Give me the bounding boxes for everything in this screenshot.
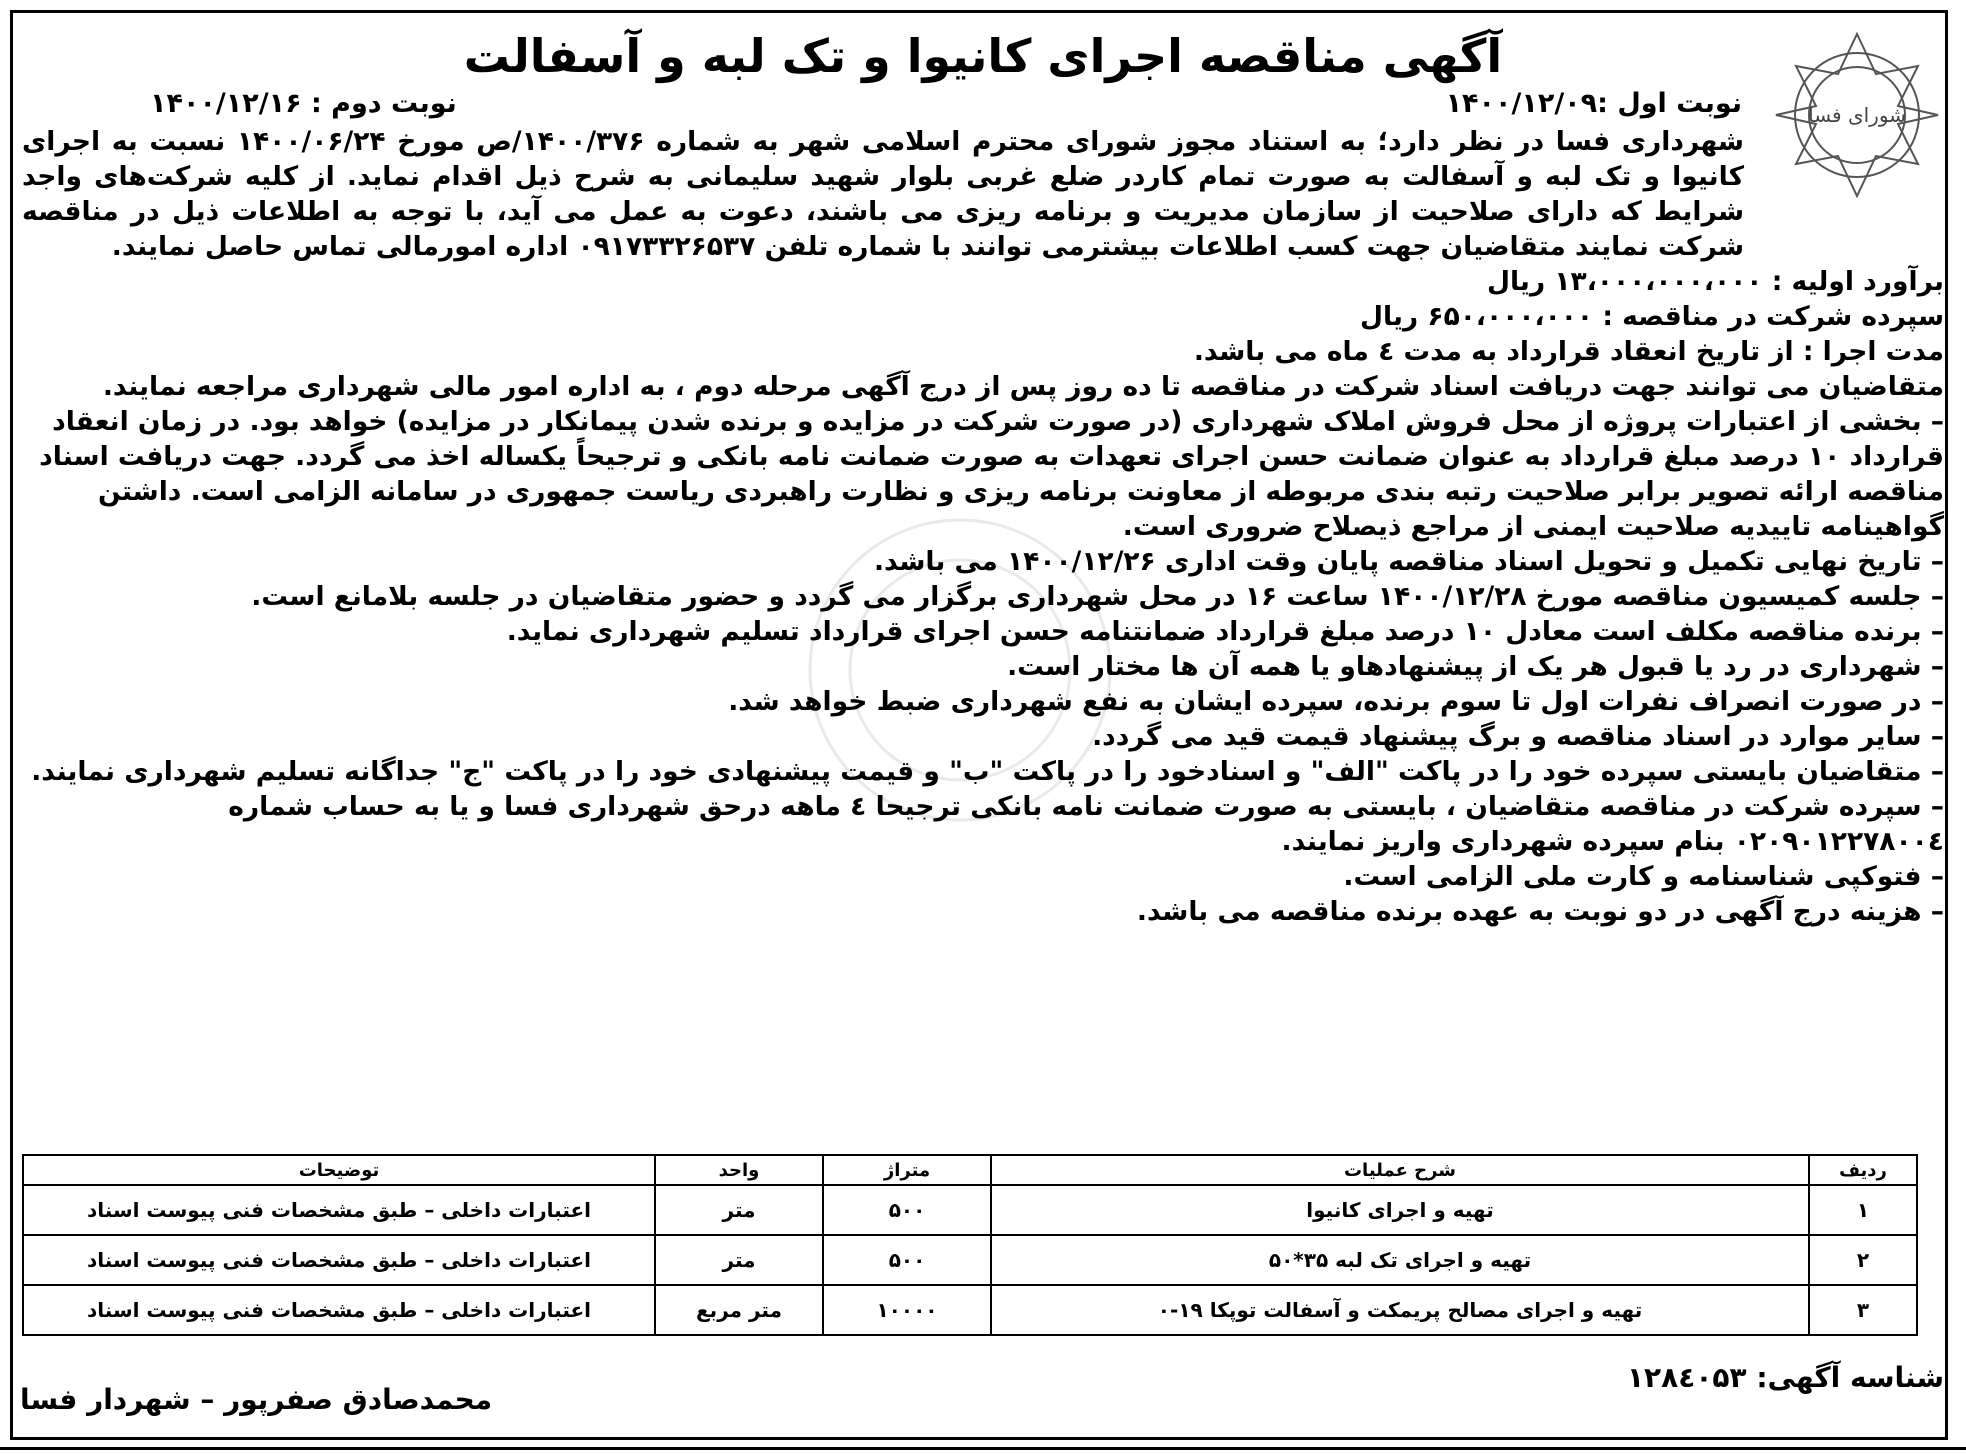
cell-unit: متر مربع bbox=[655, 1285, 823, 1335]
column-header-area: متراژ bbox=[823, 1155, 991, 1185]
cell-unit: متر bbox=[655, 1185, 823, 1235]
cell-notes: اعتبارات داخلی – طبق مشخصات فنی پیوست اسناد bbox=[23, 1235, 655, 1285]
mayor-signature: محمدصادق صفرپور – شهردار فسا bbox=[20, 1383, 493, 1416]
condition-item: – جلسه کمیسیون مناقصه مورخ ۱۴۰۰/۱۲/۲۸ ساعت ۱۶ در محل شهرداری برگزار می گردد و حضور متقاضیان در جلسه بلامانع است. bbox=[251, 581, 1944, 612]
condition-item: – سپرده شرکت در مناقصه متقاضیان ، بایستی به صورت ضمانت نامه بانکی ترجیحا ٤ ماهه درحق شهرداری فسا و یا به حساب شماره ۰۲۰۹۰۱۲۲۷۸۰۰٤ بنام سپرده شهرداری واریز نمایند. bbox=[228, 791, 1944, 857]
intro-paragraph: شهرداری فسا در نظر دارد؛ به استناد مجوز شورای محترم اسلامی شهر به شماره ۱۴۰۰/۳۷۶/ص مورخ ۱۴۰۰/۰۶/۲۴ نسبت به اجرای کانیوا و تک لبه و آسفالت به صورت تمام کاردر ضلع غربی بلوار شهید سلیمانی به شرح ذیل اقدام نماید. از کلیه شرکت‌های واجد شرایط که دارای صلاحیت از سازمان مدیریت و برنامه ریزی می باشند، دعوت به عمل می آید، با توجه به اطلاعات ذیل در مناقصه شرکت نمایند متقاضیان جهت کسب اطلاعات بیشترمی توانند با شماره تلفن ۰۹۱۷۳۳۲۶۵۳۷ اداره امورمالی تماس حاصل نمایند. bbox=[22, 126, 1744, 262]
page-bottom-rule bbox=[0, 1447, 1966, 1450]
second-turn-date: نوبت دوم : ۱۴۰۰/۱۲/۱۶ bbox=[150, 88, 457, 119]
cell-area: ۵۰۰ bbox=[823, 1185, 991, 1235]
documents-instruction: متقاضیان می توانند جهت دریافت اسناد شرکت در مناقصه تا ده روز پس از درج آگهی مرحله دوم ، به اداره امور مالی شهرداری مراجعه نمایند. bbox=[102, 371, 1944, 402]
condition-item: – هزینه درج آگهی در دو نوبت به عهده برنده مناقصه می باشد. bbox=[1136, 896, 1944, 927]
condition-item: – متقاضیان بایستی سپرده خود را در پاکت "الف" و اسنادخود را در پاکت "ب" و قیمت پیشنهادی خود را در پاکت "ج" جداگانه تسلیم شهرداری نمایند. bbox=[31, 756, 1944, 787]
condition-item: – بخشی از اعتبارات پروژه از محل فروش املاک شهرداری (در صورت شرکت در مزایده و برنده شدن پیمانکار در مزایده) خواهد بود. در زمان انعقاد قرارداد ۱۰ درصد مبلغ قرارداد به عنوان ضمانت حسن اجرای تعهدات به صورت ضمانت نامه بانکی و ترجیحاً یکساله اخذ می گردد. جهت دریافت اسناد مناقصه ارائه تصویر برابر صلاحیت رتبه بندی مربوطه از معاونت برنامه ریزی و نظارت راهبردی ریاست جمهوری در سامانه الزامی است. داشتن گواهینامه تاییدیه صلاحیت ایمنی از مراجع ذیصلاح ضروری است. bbox=[39, 406, 1944, 542]
table-row bbox=[23, 1285, 1917, 1335]
cell-row-number: ۳ bbox=[1809, 1285, 1917, 1335]
notice-body bbox=[22, 124, 1944, 929]
tender-deposit: سپرده شرکت در مناقصه : ۶۵۰،۰۰۰،۰۰۰ ریال bbox=[1360, 301, 1944, 332]
condition-item: – تاریخ نهایی تکمیل و تحویل اسناد مناقصه پایان وقت اداری ۱۴۰۰/۱۲/۲۶ می باشد. bbox=[873, 546, 1944, 577]
condition-item: – شهرداری در رد یا قبول هر یک از پیشنهادهاو یا همه آن ها مختار است. bbox=[1007, 651, 1944, 682]
column-header-row-number: ردیف bbox=[1809, 1155, 1917, 1185]
column-header-notes: توضیحات bbox=[23, 1155, 655, 1185]
cell-row-number: ۲ bbox=[1809, 1235, 1917, 1285]
first-turn-date: نوبت اول :۱۴۰۰/۱۲/۰۹ bbox=[1445, 88, 1742, 119]
table-row bbox=[23, 1185, 1917, 1235]
cell-operation: تهیه و اجرای مصالح پریمکت و آسفالت توپکا ۱۹-۰ bbox=[991, 1285, 1809, 1335]
operations-table bbox=[22, 1154, 1918, 1336]
cell-notes: اعتبارات داخلی – طبق مشخصات فنی پیوست اسناد bbox=[23, 1285, 655, 1335]
svg-text:شورای فسا: شورای فسا bbox=[1808, 103, 1906, 127]
cell-area: ۱۰۰۰۰ bbox=[823, 1285, 991, 1335]
cell-row-number: ۱ bbox=[1809, 1185, 1917, 1235]
condition-item: – در صورت انصراف نفرات اول تا سوم برنده، سپرده ایشان به نفع شهرداری ضبط خواهد شد. bbox=[728, 686, 1944, 717]
execution-duration: مدت اجرا : از تاریخ انعقاد قرارداد به مدت ٤ ماه می باشد. bbox=[1193, 336, 1944, 367]
cell-unit: متر bbox=[655, 1235, 823, 1285]
column-header-operation: شرح عملیات bbox=[991, 1155, 1809, 1185]
cell-operation: تهیه و اجرای تک لبه ۳۵*۵۰ bbox=[991, 1235, 1809, 1285]
initial-estimate: برآورد اولیه : ۱۳،۰۰۰،۰۰۰،۰۰۰ ریال bbox=[1486, 266, 1944, 297]
cell-operation: تهیه و اجرای کانیوا bbox=[991, 1185, 1809, 1235]
notice-title: آگهی مناقصه اجرای کانیوا و تک لبه و آسفالت bbox=[463, 29, 1503, 83]
table-row bbox=[23, 1235, 1917, 1285]
table-header-row bbox=[23, 1155, 1917, 1185]
ad-id: شناسه آگهی: ۱۲۸٤۰۵۳ bbox=[1626, 1361, 1944, 1394]
condition-item: – فتوکپی شناسنامه و کارت ملی الزامی است. bbox=[1343, 861, 1944, 892]
cell-notes: اعتبارات داخلی – طبق مشخصات فنی پیوست اسناد bbox=[23, 1185, 655, 1235]
condition-item: – سایر موارد در اسناد مناقصه و برگ پیشنهاد قیمت قید می گردد. bbox=[1092, 721, 1944, 752]
condition-item: – برنده مناقصه مکلف است معادل ۱۰ درصد مبلغ قرارداد ضمانتنامه حسن اجرای قرارداد تسلیم شهرداری نماید. bbox=[506, 616, 1944, 647]
cell-area: ۵۰۰ bbox=[823, 1235, 991, 1285]
column-header-unit: واحد bbox=[655, 1155, 823, 1185]
